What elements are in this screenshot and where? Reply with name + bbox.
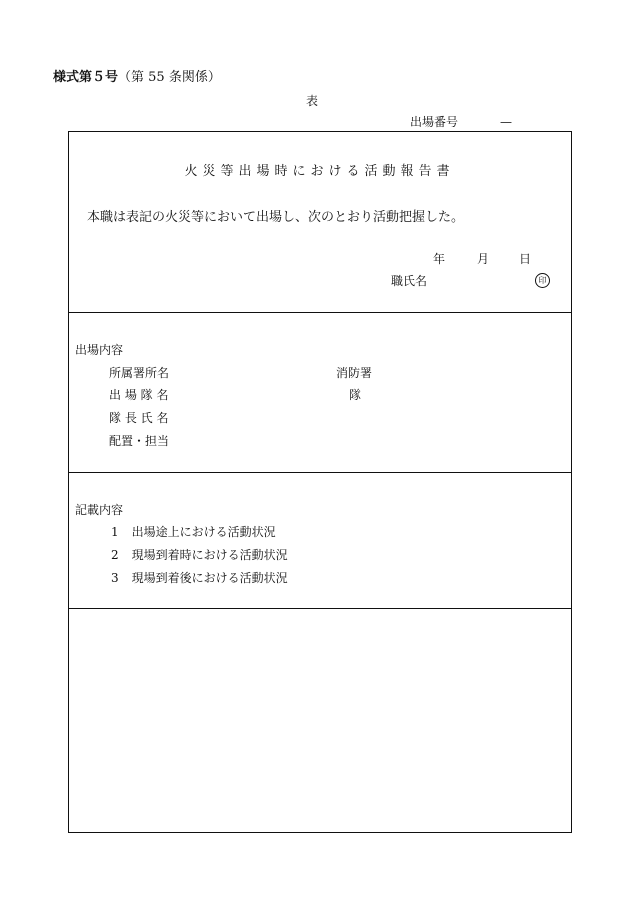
record-item-text: 現場到着後における活動状況 — [131, 571, 288, 585]
record-item-number: 2 — [111, 548, 119, 562]
unit-name-label: 出 場 隊 名 — [109, 388, 169, 402]
report-statement: 本職は表記の火災等において出場し、次のとおり活動把握した。 — [87, 210, 465, 225]
form-number-main: 様式第５号 — [53, 70, 119, 85]
unit-suffix: 隊 — [349, 388, 362, 402]
report-form-frame — [68, 131, 572, 833]
official-name-label: 職氏名 — [391, 274, 428, 288]
record-contents-heading: 記載内容 — [75, 503, 124, 517]
record-item-1 — [111, 523, 276, 540]
form-number — [53, 66, 221, 85]
captain-name-label: 隊 長 氏 名 — [109, 411, 169, 425]
date-day-label: 日 — [519, 252, 532, 266]
date-month-label: 月 — [477, 252, 490, 266]
side-label: 表 — [306, 94, 319, 108]
divider-1 — [69, 312, 571, 313]
station-name-label: 所属署所名 — [109, 366, 170, 380]
assignment-label: 配置・担当 — [109, 434, 170, 448]
dispatch-number-dash: — — [500, 115, 513, 129]
record-item-text: 出場途上における活動状況 — [131, 525, 276, 539]
record-item-text: 現場到着時における活動状況 — [131, 548, 288, 562]
record-item-3 — [111, 569, 288, 586]
record-item-number: 3 — [111, 571, 119, 585]
divider-2 — [69, 472, 571, 473]
date-year-label: 年 — [433, 252, 446, 266]
dispatch-details-heading: 出場内容 — [75, 343, 124, 357]
seal-mark: 印 — [535, 273, 550, 288]
record-item-2 — [111, 546, 288, 563]
report-date — [433, 250, 531, 267]
dispatch-number-label: 出場番号 — [410, 115, 459, 129]
fire-station-suffix: 消防署 — [336, 366, 373, 380]
report-title: 火災等出場時における活動報告書 — [184, 164, 455, 179]
dispatch-number — [410, 113, 512, 130]
record-item-number: 1 — [111, 525, 119, 539]
divider-3 — [69, 608, 571, 609]
form-number-reference: （第 55 条関係） — [118, 70, 221, 85]
